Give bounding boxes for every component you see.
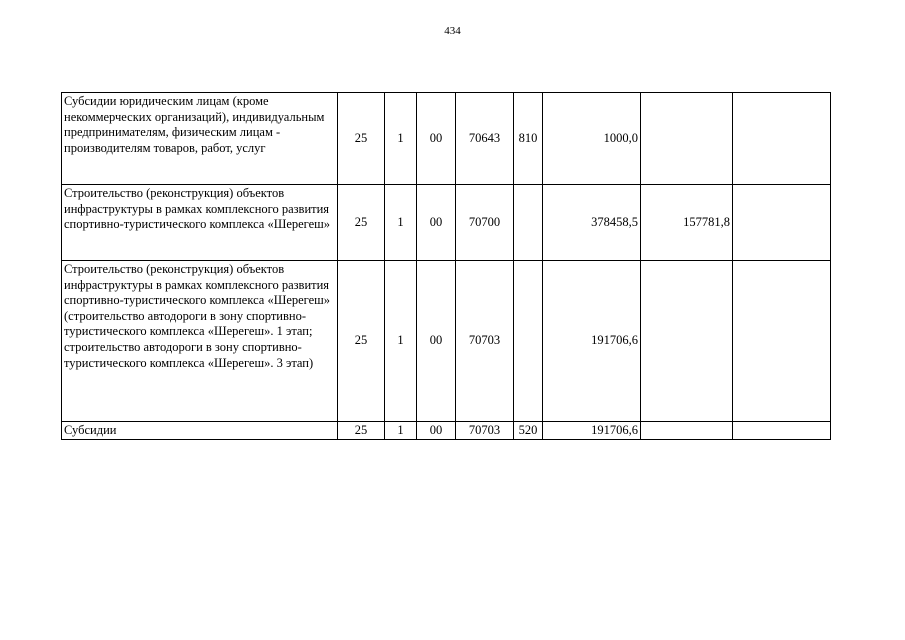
- row-code-1: 25: [338, 422, 385, 440]
- row-code-4: 70643: [456, 93, 514, 185]
- row-code-3: 00: [417, 261, 456, 422]
- table-row: [62, 422, 831, 440]
- row-amount-3: [733, 422, 831, 440]
- row-name: Строительство (реконструкция) объектов инфраструктуры в рамках комплексного развития спортивно-туристического комплекса «Шерегеш»: [62, 185, 338, 261]
- table-row: [62, 261, 831, 422]
- row-amount-3: [733, 93, 831, 185]
- table-row: [62, 93, 831, 185]
- table-row: [62, 185, 831, 261]
- row-code-2: 1: [385, 422, 417, 440]
- row-code-1: 25: [338, 185, 385, 261]
- row-amount-1: 378458,5: [543, 185, 641, 261]
- row-code-3: 00: [417, 185, 456, 261]
- row-amount-2: 157781,8: [641, 185, 733, 261]
- row-name: Субсидии: [62, 422, 338, 440]
- row-code-4: 70703: [456, 261, 514, 422]
- page-number: 434: [444, 25, 461, 37]
- row-code-3: 00: [417, 422, 456, 440]
- row-amount-1: 1000,0: [543, 93, 641, 185]
- row-amount-2: [641, 261, 733, 422]
- row-code-5: 520: [514, 422, 543, 440]
- row-code-5: [514, 261, 543, 422]
- row-amount-3: [733, 185, 831, 261]
- row-amount-1: 191706,6: [543, 422, 641, 440]
- row-amount-2: [641, 93, 733, 185]
- row-code-5: [514, 185, 543, 261]
- row-name: Строительство (реконструкция) объектов инфраструктуры в рамках комплексного развития спортивно-туристического комплекса «Шерегеш» (строительство автодороги в зону спортивно-туристического комплекса «Шерегеш». 1 этап; строительство автодороги в зону спортивно-туристического комплекса «Шерегеш». 3 этап): [62, 261, 338, 422]
- budget-table: [61, 92, 831, 440]
- row-code-1: 25: [338, 261, 385, 422]
- row-code-4: 70703: [456, 422, 514, 440]
- row-code-4: 70700: [456, 185, 514, 261]
- row-code-3: 00: [417, 93, 456, 185]
- row-amount-3: [733, 261, 831, 422]
- row-name: Субсидии юридическим лицам (кроме некоммерческих организаций), индивидуальным предпринимателям, физическим лицам - производителям товаров, работ, услуг: [62, 93, 338, 185]
- row-code-2: 1: [385, 93, 417, 185]
- row-code-1: 25: [338, 93, 385, 185]
- row-code-5: 810: [514, 93, 543, 185]
- row-code-2: 1: [385, 185, 417, 261]
- row-amount-1: 191706,6: [543, 261, 641, 422]
- row-code-2: 1: [385, 261, 417, 422]
- row-amount-2: [641, 422, 733, 440]
